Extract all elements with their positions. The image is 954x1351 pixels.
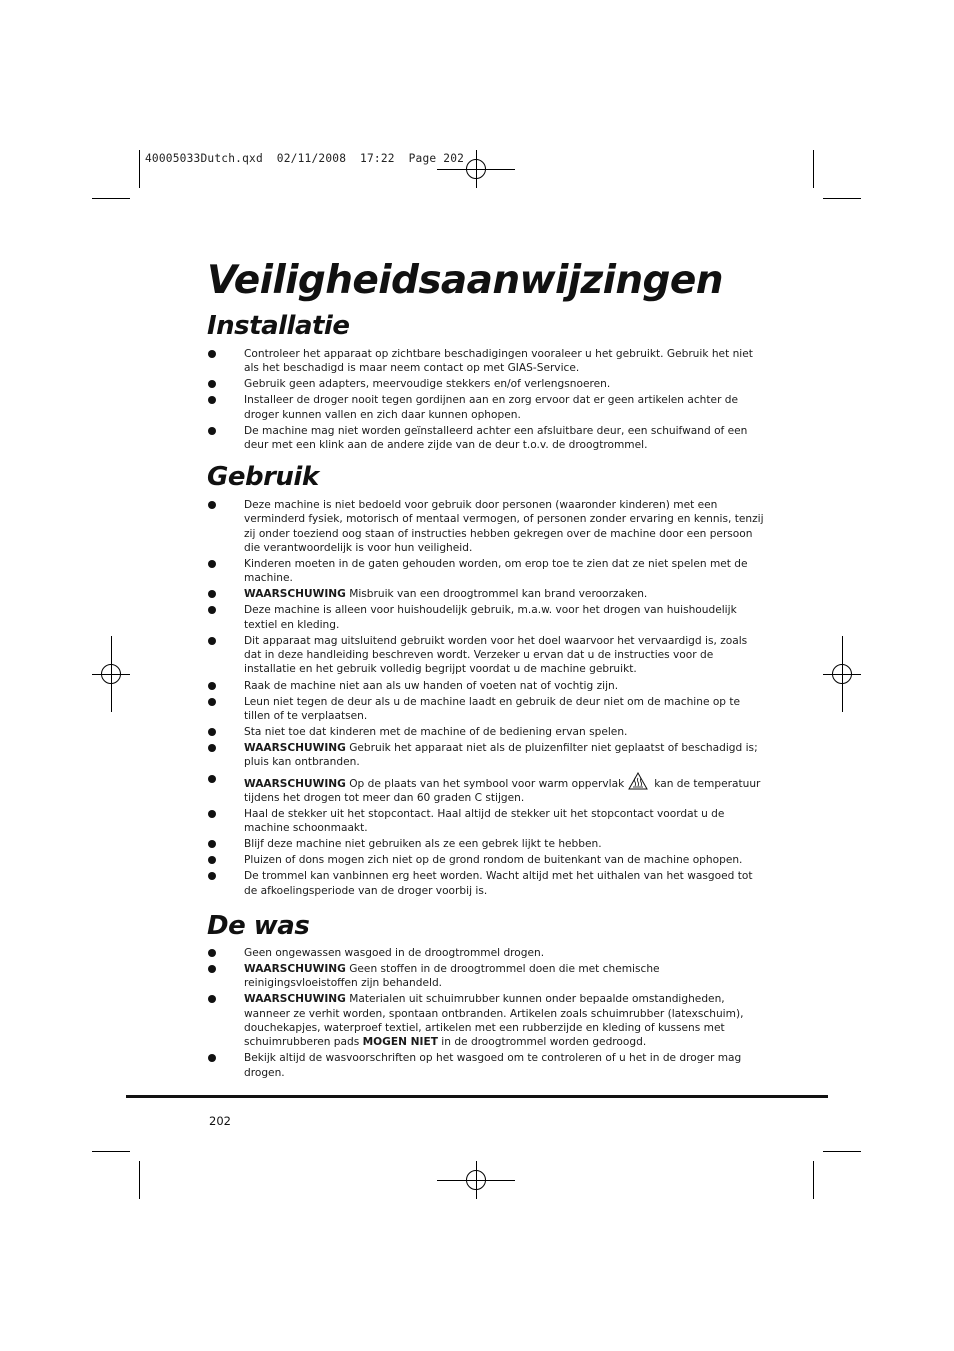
list-item: Installeer de droger nooit tegen gordijnen aan en zorg ervoor dat er geen artikelen achter de droger kunnen vallen en zich daar kunnen ophopen. <box>207 393 767 422</box>
slug-filename: 40005033Dutch.qxd <box>145 152 263 165</box>
list-item: Deze machine is alleen voor huishoudelijk gebruik, m.a.w. voor het drogen van huishoudelijk textiel en kleding. <box>207 603 767 632</box>
list-item: WAARSCHUWING Op de plaats van het symbool voor warm oppervlak kan de temperatuur tijdens het drogen tot meer dan 60 graden C stijgen. <box>207 772 767 806</box>
list-item: Controleer het apparaat op zichtbare beschadigingen vooraleer u het gebruikt. Gebruik het niet als het beschadigd is maar neem contact op met GIAS-Service. <box>207 347 767 376</box>
list-item: De trommel kan vanbinnen erg heet worden. Wacht altijd met het uithalen van het wasgoed tot de afkoelingsperiode van de droger voorbij is. <box>207 869 767 898</box>
de-was-list <box>207 946 767 1082</box>
crop-mark <box>139 1161 140 1199</box>
bullet-icon <box>208 682 216 690</box>
bullet-icon <box>208 350 216 358</box>
bullet-icon <box>208 560 216 568</box>
bullet-icon <box>208 949 216 957</box>
list-item: Gebruik geen adapters, meervoudige stekkers en/of verlengsnoeren. <box>207 377 767 391</box>
bullet-icon <box>208 856 216 864</box>
registration-mark-icon <box>832 664 852 684</box>
crop-mark <box>92 1151 130 1152</box>
bullet-icon <box>208 396 216 404</box>
warning-label: WAARSCHUWING <box>244 742 346 755</box>
registration-mark-icon <box>466 159 486 179</box>
bullet-icon <box>208 872 216 880</box>
bullet-icon <box>208 1054 216 1062</box>
list-item: WAARSCHUWING Materialen uit schuimrubber kunnen onder bepaalde omstandigheden, wanneer ze verhit worden, spontaan ontbranden. Artikelen zoals schuimrubber (latexschuim), douchekapjes, waterproef textiel, artikelen met een rubberzijde en kleding of kussens met schuimrubberen pads MOGEN NIET in de droogtrommel worden gedroogd. <box>207 992 767 1049</box>
crop-mark <box>823 198 861 199</box>
crop-mark <box>813 150 814 188</box>
warning-label: WAARSCHUWING <box>244 777 346 790</box>
bullet-icon <box>208 728 216 736</box>
list-item: WAARSCHUWING Misbruik van een droogtrommel kan brand veroorzaken. <box>207 587 767 601</box>
page-title: Veiligheidsaanwijzingen <box>207 258 723 303</box>
footer-rule <box>126 1095 828 1098</box>
bullet-icon <box>208 775 216 783</box>
page-number: 202 <box>209 1114 231 1128</box>
registration-mark-icon <box>466 1170 486 1190</box>
list-item: Sta niet toe dat kinderen met de machine of de bediening ervan spelen. <box>207 725 767 739</box>
list-item: Dit apparaat mag uitsluitend gebruikt worden voor het doel waarvoor het vervaardigd is, zoals dat in deze handleiding beschreven wordt. Verzeker u ervan dat u de instructies voor de installatie en het gebruik volledig begrijpt voordat u de machine gebruikt. <box>207 634 767 677</box>
list-item: Blijf deze machine niet gebruiken als ze een gebrek lijkt te hebben. <box>207 837 767 851</box>
hot-surface-icon <box>628 772 648 790</box>
bullet-icon <box>208 606 216 614</box>
list-item: Leun niet tegen de deur als u de machine laadt en gebruik de deur niet om de machine op te tillen of te verplaatsen. <box>207 695 767 724</box>
list-item: De machine mag niet worden geïnstalleerd achter een afsluitbare deur, een schuifwand of een deur met een klink aan de andere zijde van de deur t.o.v. de droogtrommel. <box>207 424 767 453</box>
slug-page: Page 202 <box>408 152 465 165</box>
slug-date: 02/11/2008 <box>276 152 347 165</box>
crop-mark <box>139 150 140 188</box>
list-item: Kinderen moeten in de gaten gehouden worden, om erop toe te zien dat ze niet spelen met de machine. <box>207 557 767 586</box>
bullet-icon <box>208 427 216 435</box>
section-heading-gebruik: Gebruik <box>207 462 319 492</box>
emphasis-label: MOGEN NIET <box>362 1036 438 1049</box>
bullet-icon <box>208 637 216 645</box>
list-item: Pluizen of dons mogen zich niet op de grond rondom de buitenkant van de machine ophopen. <box>207 853 767 867</box>
bullet-icon <box>208 501 216 509</box>
bullet-icon <box>208 744 216 752</box>
list-item: Deze machine is niet bedoeld voor gebruik door personen (waaronder kinderen) met een verminderd fysiek, motorisch of mentaal vermogen, of personen zonder ervaring en kennis, tenzij zij onder toeziend oog staan of instructies hebben gekregen over de machine door een persoon die verantwoordelijk is voor hun veiligheid. <box>207 498 767 555</box>
installatie-list <box>207 347 767 454</box>
bullet-icon <box>208 995 216 1003</box>
warning-label: WAARSCHUWING <box>244 588 346 601</box>
warning-label: WAARSCHUWING <box>244 993 346 1006</box>
print-slug <box>145 152 464 165</box>
bullet-icon <box>208 840 216 848</box>
bullet-icon <box>208 810 216 818</box>
list-item: Raak de machine niet aan als uw handen of voeten nat of vochtig zijn. <box>207 679 767 693</box>
list-item: Bekijk altijd de wasvoorschriften op het wasgoed om te controleren of u het in de droger mag drogen. <box>207 1051 767 1080</box>
section-heading-installatie: Installatie <box>207 311 350 341</box>
bullet-icon <box>208 965 216 973</box>
list-item: WAARSCHUWING Geen stoffen in de droogtrommel doen die met chemische reinigingsvloeistoffen zijn behandeld. <box>207 962 767 991</box>
list-item: Haal de stekker uit het stopcontact. Haal altijd de stekker uit het stopcontact voordat u de machine schoonmaakt. <box>207 807 767 836</box>
registration-mark-icon <box>101 664 121 684</box>
gebruik-list <box>207 498 767 900</box>
bullet-icon <box>208 380 216 388</box>
crop-mark <box>813 1161 814 1199</box>
crop-mark <box>92 198 130 199</box>
list-item: Geen ongewassen wasgoed in de droogtrommel drogen. <box>207 946 767 960</box>
slug-time: 17:22 <box>360 152 395 165</box>
section-heading-de-was: De was <box>207 911 310 941</box>
bullet-icon <box>208 698 216 706</box>
crop-mark <box>823 1151 861 1152</box>
list-item: WAARSCHUWING Gebruik het apparaat niet als de pluizenfilter niet geplaatst of beschadigd is; pluis kan ontbranden. <box>207 741 767 770</box>
bullet-icon <box>208 590 216 598</box>
warning-label: WAARSCHUWING <box>244 963 346 976</box>
